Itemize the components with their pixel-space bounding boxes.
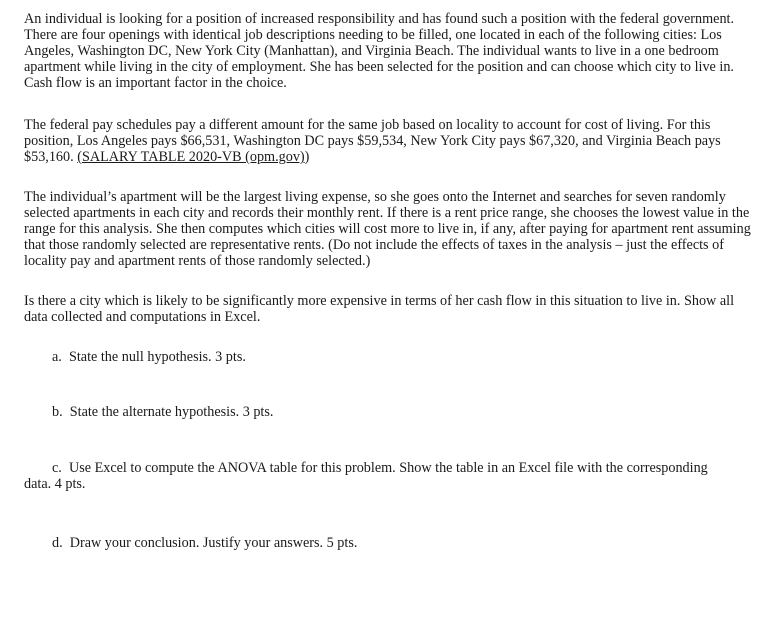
question-d-text: Draw your conclusion. Justify your answers. 5 pts. [69,535,358,551]
apartment-rent-paragraph: The individual’s apartment will be the largest living expense, so she goes onto the Internet and searches for seven randomly selected apartments in each city and records their monthly rent. If there is a rent price range, she chooses the lowest value in the range for this analysis. She then computes which cities will cost more to live in, if any, after paying for apartment rent assuming that those randomly selected are representative rents. (Do not include the effects of taxes in the analysis – just the effects of locality pay and apartment rents of those randomly selected.) [24,189,751,270]
question-c-label: c. [52,460,62,476]
question-a [52,349,246,365]
question-b-label: b. [52,404,63,420]
question-c-text: Use Excel to compute the ANOVA table for this problem. Show the table in an Excel file with the corresponding data. 4 pts. [24,460,708,493]
question-b [52,404,273,420]
salary-table-link-open: ( [77,149,82,166]
pay-schedule-text: The federal pay schedules pay a different amount for the same job based on locality to account for cost of living. For this position, Los Angeles pays $66,531, Washington DC pays $59,534, New York City pays $67,320, and Virginia Beach pays $53,160. [24,117,721,166]
question-paragraph: Is there a city which is likely to be significantly more expensive in terms of her cash flow in this situation to live in. Show all data collected and computations in Excel. [24,293,735,326]
salary-table-link[interactable]: SALARY TABLE 2020-VB (opm.gov) [81,149,305,166]
salary-table-link-close: ) [304,149,310,166]
pay-schedule-paragraph [24,117,752,165]
question-b-text: State the alternate hypothesis. 3 pts. [69,404,274,420]
problem-intro-paragraph: An individual is looking for a position of increased responsibility and has found such a position with the federal government. There are four openings with identical job descriptions needing to be filled, one located in each of the following cities: Los Angeles, Washington DC, New York City (Manhattan), and Virginia Beach. The individual wants to live in a one bedroom apartment while living in the city of employment. She has been selected for the position and can choose which city to live in. Cash flow is an important factor in the choice. [24,11,735,92]
question-a-label: a. [52,349,62,365]
question-a-text: State the null hypothesis. 3 pts. [68,349,246,365]
question-d-label: d. [52,535,63,551]
question-d [52,535,357,551]
question-c [24,460,724,492]
